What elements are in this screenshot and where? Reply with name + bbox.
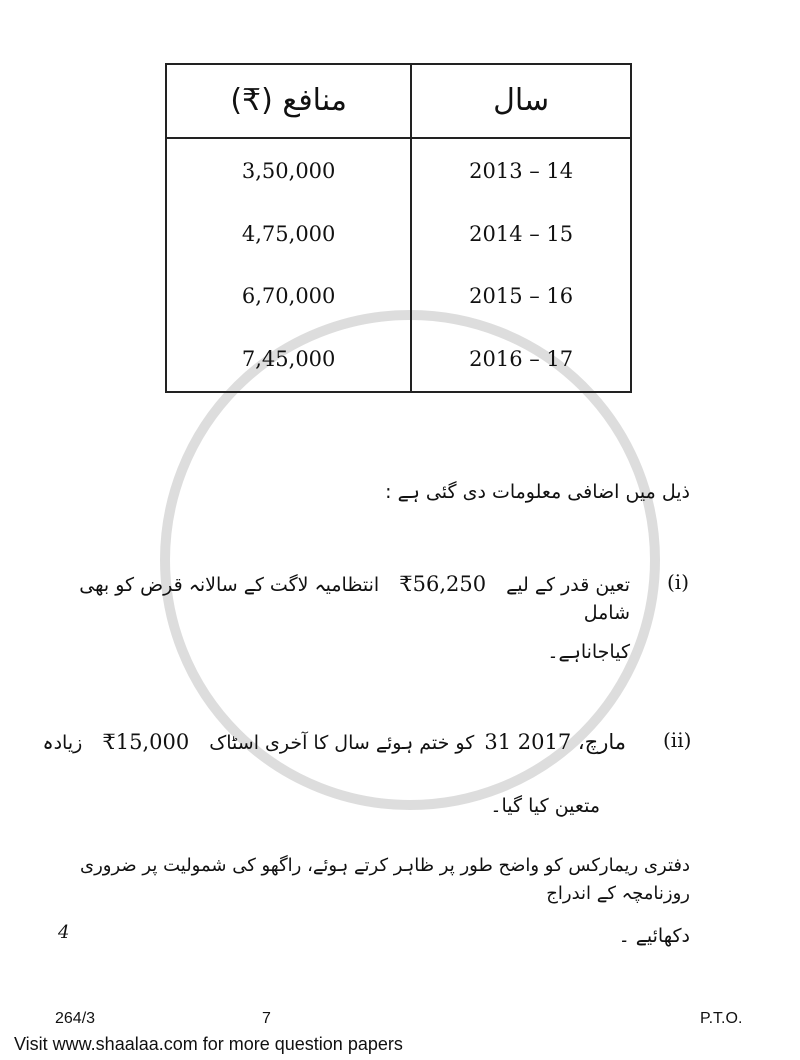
- item-cont: متعین کیا گیا۔: [490, 795, 600, 817]
- page-number: 7: [262, 1010, 271, 1027]
- visit-link[interactable]: Visit www.shaalaa.com for more question papers: [14, 1034, 403, 1054]
- cell-year: 2016 – 17: [411, 327, 631, 392]
- header-year: سال: [411, 64, 631, 138]
- instruction-cont: دکھائیے ۔: [618, 925, 690, 947]
- item-label: (ii): [663, 728, 692, 752]
- profit-table: [165, 63, 632, 393]
- cell-profit: 3,50,000: [166, 138, 411, 203]
- instruction: دفتری ریمارکس کو واضح طور پر ظاہر کرتے ہوئے، راگھو کی شمولیت پر ضروری روزنامچہ کے اندراج: [80, 855, 690, 904]
- item-text-a: کو ختم ہوئے سال کا آخری اسٹاک: [209, 732, 475, 754]
- pto: P.T.O.: [700, 1010, 743, 1027]
- header-profit: منافع (₹): [166, 64, 411, 138]
- cell-year: 2014 – 15: [411, 203, 631, 265]
- item-text-a: تعین قدر کے لیے: [506, 574, 630, 596]
- item-text-b: انتظامیہ لاگت کے سالانہ قرض کو بھی شامل: [79, 574, 630, 624]
- marks: 4: [58, 922, 70, 943]
- item-amount: ₹15,000: [102, 730, 190, 754]
- cell-year: 2013 – 14: [411, 138, 631, 203]
- cell-profit: 6,70,000: [166, 265, 411, 327]
- item-cont: کیاجاناہے۔: [547, 641, 630, 663]
- item-text-b: زیادہ: [42, 732, 83, 754]
- item-date: 31 مارچ، 2017: [484, 730, 626, 754]
- info-heading: ذیل میں اضافی معلومات دی گئی ہے :: [385, 481, 690, 503]
- item-label: (i): [667, 570, 690, 594]
- cell-profit: 7,45,000: [166, 327, 411, 392]
- paper-code: 264/3: [55, 1010, 96, 1027]
- item-text: [40, 728, 630, 757]
- item-amount: ₹56,250: [399, 572, 487, 596]
- cell-year: 2015 – 16: [411, 265, 631, 327]
- cell-profit: 4,75,000: [166, 203, 411, 265]
- item-text: [40, 570, 630, 627]
